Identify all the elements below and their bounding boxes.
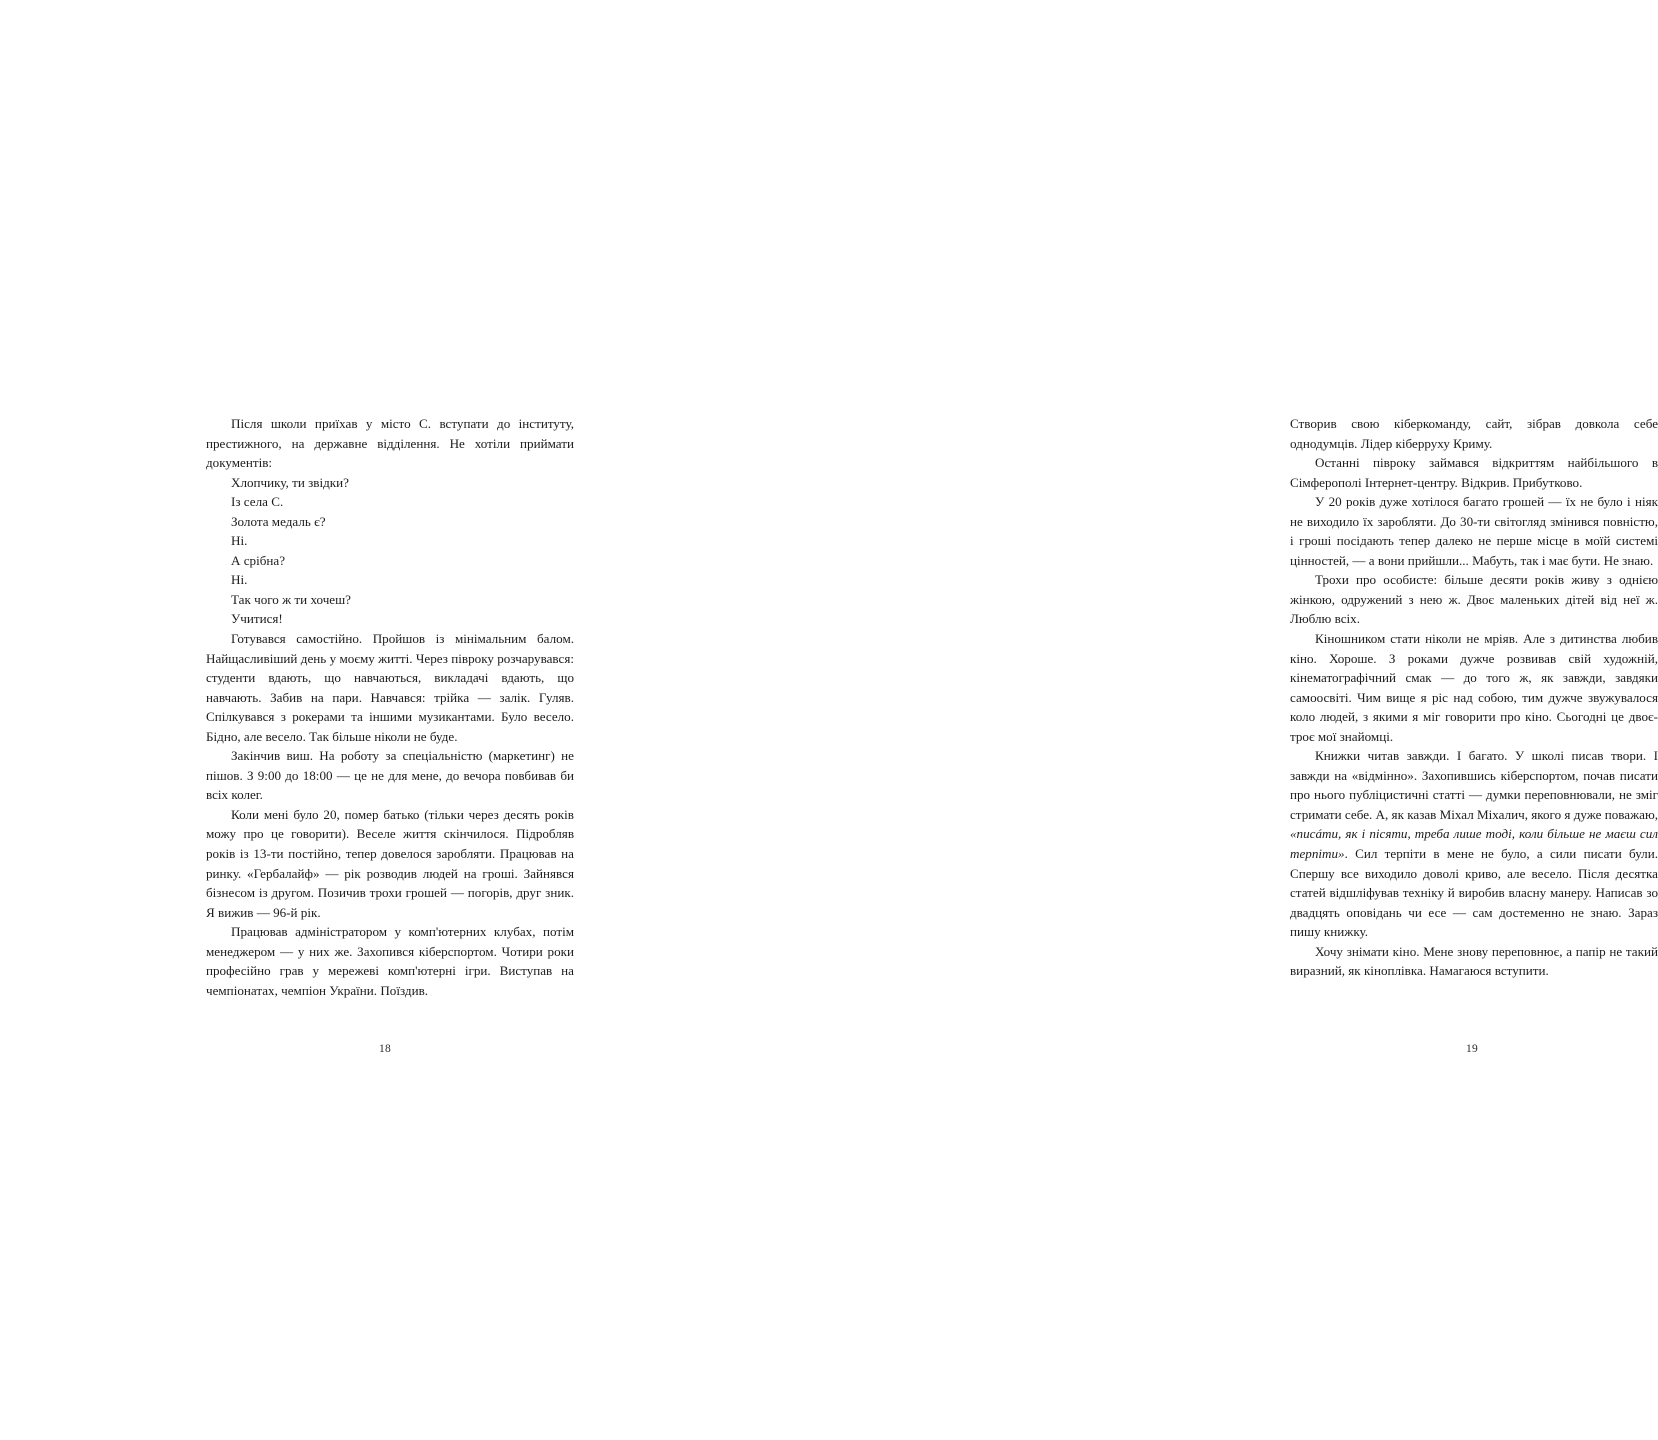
left-book-page	[0, 0, 600, 1440]
right-book-page	[600, 0, 1658, 1440]
italic-quotation: «писáти, як і пісяти, треба лише тоді, коли більше не маєш сил терпіти»	[1290, 826, 1658, 862]
paragraph: Останні півроку займався відкриттям найбільшого в Сімферополі Інтернет-центру. Відкрив. Прибутково.	[1290, 455, 1658, 490]
paragraph: Закінчив виш. На роботу за спеціальністю (маркетинг) не пішов. З 9:00 до 18:00 — це не для мене, до вечора повбивав би всіх колег.	[206, 748, 574, 803]
dialogue-line: Золота медаль є?	[231, 513, 326, 529]
paragraph: Трохи про особисте: більше десяти років живу з однією жінкою, одружений з нею ж. Двоє маленьких дітей від неї ж. Люблю всіх.	[1290, 572, 1658, 627]
paragraph: Створив свою кіберкоманду, сайт, зібрав довкола себе однодумців. Лідер кіберруху Криму.	[1290, 416, 1658, 451]
paragraph: Готувався самостійно. Пройшов із мінімальним балом. Найщасливіший день у моєму житті. Через півроку розчарувався: студенти вдають, що навчаються, викладачі вдають, що навчають. Забив на пари. Навчався: трійка — залік. Гуляв. Спілкувався з рокерами та іншими музикантами. Було весело. Бідно, але весело. Так більше ніколи не буде.	[206, 631, 574, 744]
paragraph: Після школи приїхав у місто С. вступати до інституту, престижного, на державне відділення. Не хотіли приймати документів:	[206, 416, 574, 471]
paragraph: Коли мені було 20, помер батько (тільки через десять років можу про це говорити). Веселе життя скінчилося. Підробляв років із 13-ти постійно, тепер довелося заробляти. Працював на ринку. «Гербалайф» — рік розводив людей на гроші. Зайнявся бізнесом із другом. Позичив трохи грошей — погорів, друг зник. Я вижив — 96-й рік.	[206, 806, 574, 920]
paragraph: Кіношником стати ніколи не мріяв. Але з дитинства любив кіно. Хороше. З роками дужче розвивав свій художній, кінематографічний смак — до того ж, як завжди, завдяки самоосвіті. Чим вище я ріс над собою, тим дужче звужувалося коло людей, з якими я міг говорити про кіно. Сьогодні це двоє-троє мої знайомці.	[1290, 631, 1658, 744]
paragraph: Хочу знімати кіно. Мене знову переповнює, а папір не такий виразний, як кіноплівка. Намагаюся вступити.	[1290, 943, 1658, 979]
page-number-left: 18	[379, 1043, 391, 1055]
quote-lead-in-text: Книжки читав завжди. І багато. У школі писав твори. І завжди на «відмінно». Захопившись кіберспортом, почав писати про нього публіцистичні статті — думки переповнювали, не зміг стримати себе. А, як казав Міхал Міхалич, якого я дуже поважаю,	[1290, 748, 1658, 822]
paragraph: Працював адміністратором у комп'ютерних клубах, потім менеджером — у них же. Захопився кіберспортом. Чотири роки професійно грав у мережеві комп'ютерні ігри. Виступав на чемпіонатах, чемпіон України. Поїздив.	[206, 924, 574, 998]
quote-follow-on-text: . Сил терпіти в мене не було, а сили писати були. Спершу все виходило доволі криво, але весело. Після десятка статей відшліфував техніку й виробив власну манеру. Написав зо двадцять оповідань чи есе — сам достеменно не знаю. Зараз пишу книжку.	[1290, 846, 1658, 940]
right-page-text-column	[1290, 414, 1658, 981]
paragraph: У 20 років дуже хотілося багато грошей — їх не було і ніяк не виходило їх заробляти. До 30-ти світогляд змінився повністю, і гроші посідають тепер далеко не перше місце в моїй системі цінностей, — а вони прийшли... Мабуть, так і має бути. Не знаю.	[1290, 494, 1658, 568]
dialogue-line: А срібна?	[231, 552, 286, 568]
left-page-text-column	[206, 414, 574, 1000]
dialogue-line: Ні.	[231, 533, 248, 549]
page-number-right: 19	[1466, 1043, 1478, 1055]
paragraph-with-quote	[1290, 746, 1658, 941]
dialogue-line: Із села С.	[231, 494, 284, 510]
dialogue-line: Хлопчику, ти звідки?	[231, 474, 349, 490]
dialogue-line: Ні.	[231, 572, 248, 588]
dialogue-line: Учитися!	[231, 611, 283, 627]
dialogue-line: Так чого ж ти хочеш?	[231, 591, 351, 607]
